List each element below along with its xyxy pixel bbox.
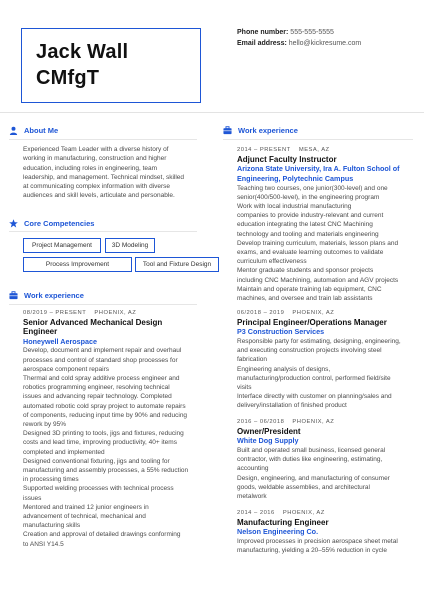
job-line: Design, engineering, and manufacturing of consumer <box>237 474 390 482</box>
name-first-line: Jack Wall <box>36 41 129 63</box>
job-line: senior(400/500-level), in the engineering program <box>237 193 380 201</box>
about-line: Experienced Team Leader with a diverse history of <box>23 146 169 153</box>
job-line: costs and lead time, improving productivity, 40+ items <box>23 439 177 447</box>
about-heading <box>9 126 58 135</box>
job-line: aerospace component repairs <box>23 365 109 373</box>
about-heading-text: About Me <box>24 126 59 135</box>
job-line: including CNC Machining, automation and AGV projects <box>237 276 399 284</box>
job-line: Interface directly with customer on planning/sales and <box>237 393 392 401</box>
left-work-rule <box>9 304 197 305</box>
right-work-heading-text: Work experience <box>238 126 298 135</box>
job-line: Designed 3D printing to tools, jigs and fixtures, reducing <box>23 430 184 438</box>
job-line: Work with local industrial manufacturing <box>237 203 352 210</box>
about-line: audiences and skill levels, articulate and personable. <box>23 192 175 200</box>
phone-row <box>237 28 361 39</box>
job-line: manufacturing/production control, performed field/site <box>237 374 391 382</box>
job-entry <box>237 309 422 411</box>
job-date: 08/2019 – PRESENT <box>23 310 87 316</box>
job-description <box>237 446 422 501</box>
job-location: PHOENIX, AZ <box>94 310 137 316</box>
job-line: curriculum effectiveness <box>237 258 307 266</box>
about-line: at communicating complex information with diverse <box>23 183 171 191</box>
competencies-heading-text: Core Competencies <box>24 219 95 228</box>
left-work-heading-text: Work experience <box>24 291 84 300</box>
user-icon <box>9 126 18 135</box>
job-line: Creation and approval of detailed drawings conforming <box>23 531 181 539</box>
competency-tag: Process Improvement <box>23 257 132 272</box>
job-line: Mentor graduate students and sponsor projects <box>237 267 374 275</box>
job-date: 2014 – 2016 <box>237 510 275 516</box>
job-title: Principal Engineer/Operations Manager <box>237 318 387 327</box>
job-line: manufacturing and assembly processes, a 55% reduction <box>23 467 189 475</box>
about-text <box>23 145 223 201</box>
job-line: Responsible party for estimating, designing, engineering, <box>237 338 401 345</box>
job-line: completed and implemented <box>23 448 105 456</box>
job-line: Maintain and operate training lab equipment, CNC <box>237 285 382 293</box>
job-location: PHOENIX, AZ <box>292 310 335 316</box>
job-company: P3 Construction Services <box>237 327 325 337</box>
header-divider <box>0 112 424 113</box>
job-meta <box>237 418 422 427</box>
competencies-heading <box>9 219 94 228</box>
job-line: Mentored and trained 12 junior engineers in <box>23 503 149 511</box>
job-line: issues <box>23 494 42 502</box>
competency-tag: 3D Modeling <box>105 238 155 253</box>
job-line: manufacturing skills <box>23 522 81 530</box>
about-rule <box>9 139 197 140</box>
job-line: fabrication <box>237 356 267 364</box>
job-line: goods, weldable assemblies, and architectural <box>237 483 370 491</box>
job-line: robotics programming engineer, resolving technical <box>23 384 170 392</box>
job-location: MESA, AZ <box>298 147 330 153</box>
job-date: 06/2018 – 2019 <box>237 310 285 316</box>
right-work-rule <box>223 139 413 140</box>
job-meta <box>237 509 422 518</box>
job-line: Designed conventional fixturing, jigs and tooling for <box>23 457 170 465</box>
job-line: in processing times <box>23 476 79 484</box>
job-company-line: Arizona State University, Ira A. Fulton School of <box>237 164 400 174</box>
job-company: Honeywell Aerospace <box>23 336 98 346</box>
left-work-heading <box>9 291 84 300</box>
job-line: Develop, document and implement repair and overhaul <box>23 347 182 355</box>
job-line: Supported welding processes with technical process <box>23 485 174 493</box>
briefcase-icon <box>9 291 18 300</box>
job-line: education integrating the latest CNC Machining <box>237 221 373 229</box>
job-line: Teaching two courses, one junior(300-level) and one <box>237 184 388 192</box>
job-line: processes and control of standard shop processes for <box>23 356 178 364</box>
job-entry <box>237 146 422 303</box>
job-line: to ANSI Y14.5 <box>23 540 64 548</box>
email-row <box>237 39 361 50</box>
job-title-line: Senior Advanced Mechanical Design <box>23 318 163 327</box>
job-entry <box>237 418 422 501</box>
name-second-line: CMfgT <box>36 67 100 89</box>
job-meta <box>23 309 223 318</box>
job-description <box>237 184 422 304</box>
job-line: machines, and oversee and train lab assistants <box>237 295 373 303</box>
job-line: metalwork <box>237 493 267 501</box>
job-company-line: Engineering, Polytechnic Campus <box>237 174 354 183</box>
job-title: Manufacturing Engineer <box>237 518 329 527</box>
job-line: companies to provide industry-relevant and current <box>237 212 384 220</box>
star-icon <box>9 219 18 228</box>
briefcase-icon <box>223 126 232 135</box>
competency-tag: Tool and Fixture Design <box>135 257 219 272</box>
job-title: Owner/President <box>237 427 301 436</box>
job-line: rework by 95% <box>23 421 66 429</box>
phone-value: 555-555-5555 <box>290 29 334 36</box>
job-line: of components, reducing input time by 90% and reducing <box>23 411 188 419</box>
job-line: Engineering analysis of designs, <box>237 365 331 373</box>
competency-tag: Project Management <box>23 238 101 253</box>
about-line: education, including roles in engineering, team <box>23 164 158 172</box>
job-line: manufacturing, yielding a 20–55% reduction in cycle <box>237 547 387 555</box>
job-description <box>237 537 422 555</box>
contact-info <box>237 28 361 49</box>
job-company: Nelson Engineering Co. <box>237 527 319 537</box>
job-title: Adjunct Faculty Instructor <box>237 155 337 164</box>
job-line: delivery/installation of finished product <box>237 402 347 410</box>
job-description <box>237 337 422 411</box>
job-date: 2014 – PRESENT <box>237 147 291 153</box>
job-entry <box>23 309 223 549</box>
job-meta <box>237 146 422 155</box>
about-line: working in manufacturing, construction and higher <box>23 155 167 163</box>
job-line: Thermal and cold spray additive process engineer and <box>23 375 180 383</box>
job-line: visits <box>237 384 252 392</box>
job-location: PHOENIX, AZ <box>292 419 335 425</box>
competencies-rule <box>9 231 197 232</box>
job-title-line: Engineer <box>23 327 58 337</box>
job-line: and executing construction projects involving steel <box>237 347 382 355</box>
job-line: automated robotic cold spray project to automate repairs <box>23 402 186 410</box>
job-line: Improved processes in precision aerospace sheet metal <box>237 538 398 545</box>
job-line: Develop training curriculum, materials, lesson plans and <box>237 239 399 247</box>
job-company: White Dog Supply <box>237 436 299 446</box>
job-line: issues and advancing repair technology. Completed <box>23 393 172 401</box>
email-label: Email address: <box>237 39 287 47</box>
right-work-heading <box>223 126 298 135</box>
job-title <box>23 318 223 337</box>
job-line: accounting <box>237 465 269 473</box>
job-description <box>23 346 223 548</box>
email-value[interactable]: hello@kickresume.com <box>288 39 362 47</box>
job-line: advancement of technical, mechanical and <box>23 513 146 521</box>
job-date: 2016 – 06/2018 <box>237 419 285 425</box>
job-company <box>237 164 422 183</box>
job-entry <box>237 509 422 555</box>
job-location: PHOENIX, AZ <box>282 510 325 516</box>
job-meta <box>237 309 422 318</box>
job-line: Built and operated small business, licensed general <box>237 447 386 454</box>
job-line: contractor, with duties like engineering, estimating, <box>237 456 383 464</box>
name-box <box>21 28 201 103</box>
job-line: exams, and evaluate learning outcomes to validate <box>237 249 384 257</box>
phone-label: Phone number: <box>237 29 289 36</box>
job-line: technology and tooling and materials engineering <box>237 230 379 238</box>
about-line: leadership, and management. Technical mindset, skilled <box>23 173 185 181</box>
